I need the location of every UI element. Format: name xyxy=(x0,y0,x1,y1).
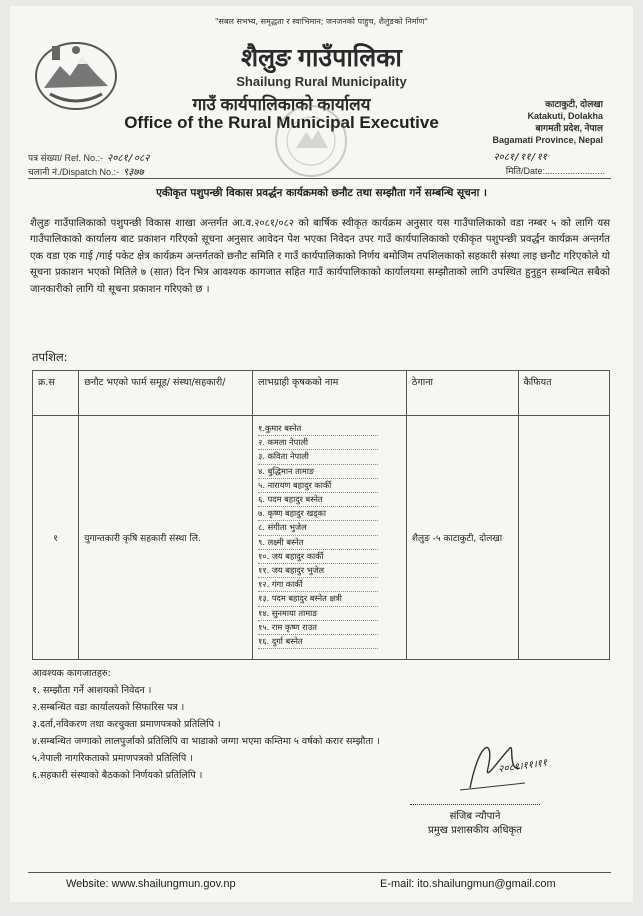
signer-name: संजिब न्यौपाने xyxy=(410,804,540,822)
required-documents-list xyxy=(32,682,380,784)
list-item: २. कमला नेपाली xyxy=(258,436,378,450)
cell-remarks xyxy=(518,416,610,660)
motto: "सबल सभभ्य, समृद्धता र स्वाभिमान; जनजनको पाहुच, शैलुङको निर्माण" xyxy=(214,17,429,26)
signer-designation: प्रमुख प्रशासकीय अधिकृत xyxy=(428,825,522,836)
notice-page xyxy=(10,6,633,902)
notice-subject: एकीकृत पशुपन्छी विकास प्रवर्द्धन कार्यक्रमको छनौट तथा सम्झौता गर्ने सम्बन्धि सूचना । xyxy=(156,187,487,199)
beneficiary-table xyxy=(32,370,610,660)
cell-organization: युगान्तकारी कृषि सहकारी संस्था लि. xyxy=(79,416,253,660)
footer-email[interactable]: E-mail: ito.shailungmun@gmail.com xyxy=(380,878,556,890)
list-item: १. सम्झौता गर्ने आशयको निवेदन । xyxy=(32,685,152,696)
office-address: काटाकुटी, दोलखा Katakuti, Dolakha बागमती प्रदेश, नेपाल Bagamati Province, Nepal xyxy=(492,99,603,145)
cell-sn: १ xyxy=(33,416,79,660)
col-header-sn: क्र.स xyxy=(33,371,79,416)
list-item: १२. गंगा कार्की xyxy=(258,578,378,592)
table-row xyxy=(33,416,610,660)
col-header-remarks: कैफियत xyxy=(518,371,610,416)
list-item: ८. संगीता भुजेल xyxy=(258,521,378,535)
office-name-en: Office of the Rural Municipal Executive xyxy=(124,113,439,132)
list-item: १४. सुनमाया तामाङ xyxy=(258,607,378,621)
col-header-address: ठेगाना xyxy=(406,371,518,416)
date-value: २०८१/११/११ xyxy=(493,152,547,163)
list-item: ५.नेपाली नागरिकताको प्रमाणपत्रको प्रतिलिपि । xyxy=(32,753,193,764)
dispatch-number: चलानी नं./Dispatch No.:- ९३७७ xyxy=(28,167,144,178)
cell-address: शैलुङ -५ काटाकुटी, दोलखा xyxy=(406,416,518,660)
table-header-row xyxy=(33,371,610,416)
col-header-organization: छनौट भएको फार्म समूह/ संस्था/सहकारी/ xyxy=(79,371,253,416)
ref-number: पत्र संख्या/ Ref. No.:- २०८१/०८२ xyxy=(28,153,150,164)
list-item: ३. कविता नेपाली xyxy=(258,450,378,464)
beneficiary-list xyxy=(258,422,401,649)
list-item: ११. जय बहादुर भुजेल xyxy=(258,564,378,578)
list-item: ६.सहकारी संस्थाको बैठकको निर्णयको प्रतिलिपि । xyxy=(32,770,203,781)
date-label: मिति/Date:........................ xyxy=(505,166,605,176)
list-item: १५. राम कृष्ण राउत xyxy=(258,621,378,635)
list-item: १३. पदम बहादुर बस्नेत क्षत्री xyxy=(258,592,378,606)
list-item: ६. पदम बहादुर बस्नेत xyxy=(258,493,378,507)
municipality-name-en: Shailung Rural Municipality xyxy=(236,74,407,89)
office-name-np: गाउँ कार्यपालिकाको कार्यालय xyxy=(192,95,371,114)
list-item: ३.दर्ता,नविकरण तथा करचुक्ता प्रमाणपत्रको प्रतिलिपि । xyxy=(32,719,221,730)
footer-website[interactable]: Website: www.shailungmun.gov.np xyxy=(66,878,236,890)
list-item: २.सम्बन्धित वडा कार्यालयको सिफारिस पत्र । xyxy=(32,702,185,713)
required-documents-title: आवश्यक कागजातहरु: xyxy=(32,668,111,679)
details-heading: तपशिल: xyxy=(32,350,68,364)
header-divider xyxy=(28,178,611,179)
signature-date: २०८१।११।११ xyxy=(497,757,548,776)
list-item: १६. दुर्गा बस्नेत xyxy=(258,635,378,649)
municipality-name-np: शैलुङ गाउँपालिका xyxy=(241,44,402,72)
col-header-beneficiary: लाभग्राही कृषकको नाम xyxy=(253,371,407,416)
list-item: ४. बुद्धिमान तामाङ xyxy=(258,465,378,479)
list-item: ५. नारायण बहादुर कार्की xyxy=(258,479,378,493)
list-item: ७. कृष्ण बहादुर खड्का xyxy=(258,507,378,521)
list-item: १०. जय बहादुर कार्की xyxy=(258,550,378,564)
list-item: १.कुमार बस्नेत xyxy=(258,422,378,436)
footer-divider xyxy=(28,872,611,873)
notice-body: शैलुङ गाउँपालिकाको पशुपन्छी विकास शाखा अन्तर्गत आ.व.२०८१/०८२ को बार्षिक स्वीकृत कार्यक्रम अनुसार यस गाउँपालिकाको वडा नम्बर ५ को लागि यस गाउँपालिकाको कार्यालय बाट प्रकाशन गरिएको सूचना अनुसार आवेदन पेश भएका निवेदन उपर गाउँ कार्यपालिकाको एकीकृत पशुपन्छी प्रवर्द्धन कार्यक्रम अन्तर्गत एक वडा एक गाई /गाई पकेट क्षेत्र कार्यक्रम अन्तर्गतको छनौट समिति र गाउँ कार्यपालिकाको निर्णय बमोजिम तपशिलकाको सहकारी संस्था लाइ छनौट गरिएकोले यो सूचना प्रकाशन भएको मितिले ७ (सात) दिन भित्र आवश्यक कागजात सहित गाउँ कार्यपालिकाको कार्यालयमा सम्झौताको लागि उपस्थित हुनुहुन सम्बन्धित सबैको जानकारीको लागि यो सूचना प्रकाशन गरिएको छ । xyxy=(30,218,610,295)
list-item: ९. लक्ष्मी बस्नेत xyxy=(258,536,378,550)
office-seal-icon xyxy=(272,102,350,180)
list-item: ४.सम्बन्धित जग्गाको लालपुर्जाको प्रतिलिपि वा भाडाको जग्गा भएमा कम्तिमा ५ वर्षको करार सम्झौता । xyxy=(32,736,380,747)
cell-beneficiaries xyxy=(253,416,407,660)
